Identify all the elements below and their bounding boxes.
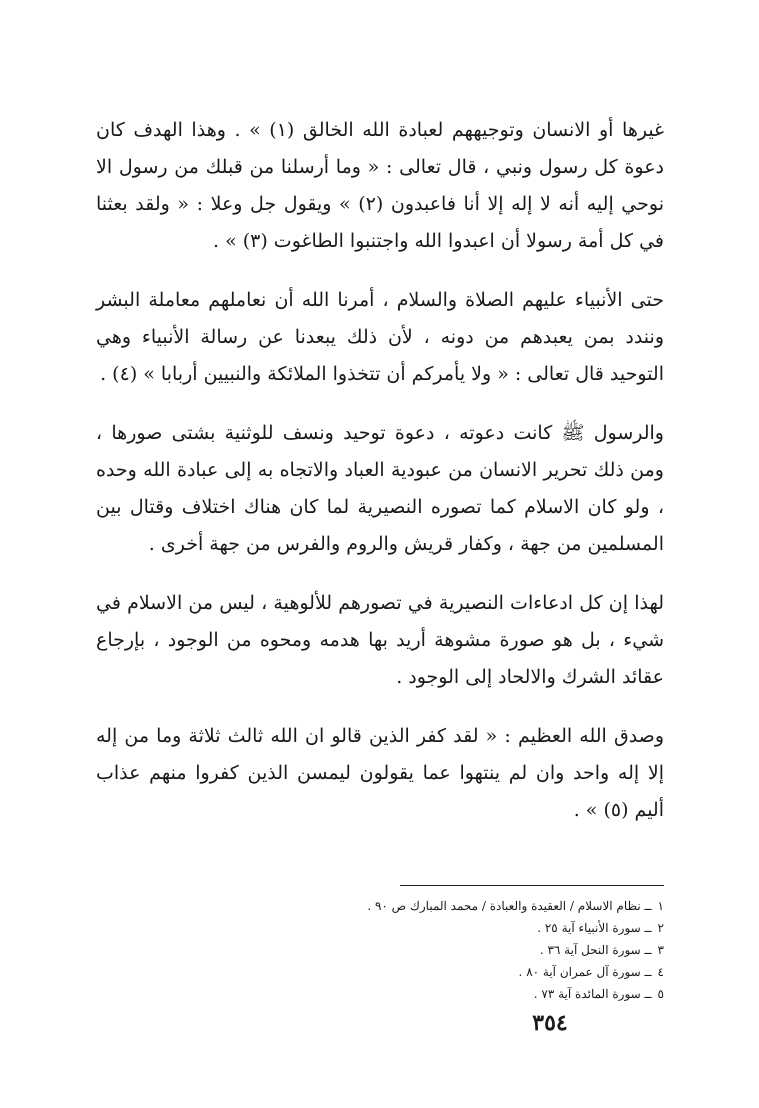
main-text <box>96 112 664 851</box>
footnote-number: ٣ <box>657 943 664 957</box>
footnote-2 <box>96 917 664 939</box>
footnote-text: ــ سورة النحل آية ٣٦ . <box>539 943 652 957</box>
footnote-3 <box>96 939 664 961</box>
footnote-number: ١ <box>657 899 664 913</box>
footnote-1 <box>96 895 664 917</box>
paragraph-1: غيرها أو الانسان وتوجيههم لعبادة الله الخالق (١) » . وهذا الهدف كان دعوة كل رسول ونبي ، قال تعالى : « وما أرسلنا من قبلك من رسول الا نوحي إليه أنه لا إله إلا أنا فاعبدون (٢) » ويقول جل وعلا : « ولقد بعثنا في كل أمة رسولا أن اعبدوا الله واجتنبوا الطاغوت (٣) » . <box>96 119 664 252</box>
footnotes <box>96 895 664 1005</box>
page-number: ٣٥٤ <box>532 1010 568 1036</box>
paragraph-3: والرسول ﷺ كانت دعوته ، دعوة توحيد ونسف للوثنية بشتى صورها ، ومن ذلك تحرير الانسان من عبودية العباد والاتجاه به إلى عبادة الله وحده ، ولو كان الاسلام كما تصوره النصيرية لما كان هناك اختلاف وقتال بين المسلمين من جهة ، وكفار قريش والروم والفرس من جهة أخرى . <box>96 422 664 555</box>
paragraph-4: لهذا إن كل ادعاءات النصيرية في تصورهم للألوهية ، ليس من الاسلام في شيء ، بل هو صورة مشوهة أريد بها هدمه ومحوه من الوجود ، بإرجاع عقائد الشرك والالحاد إلى الوجود . <box>96 592 664 688</box>
paragraph-5: وصدق الله العظيم : « لقد كفر الذين قالو ان الله ثالث ثلاثة وما من إله إلا إله واحد وان لم ينتهوا عما يقولون ليمسن الذين كفروا منهم عذاب أليم (٥) » . <box>96 725 664 821</box>
paragraph-2: حتى الأنبياء عليهم الصلاة والسلام ، أمرنا الله أن نعاملهم معاملة البشر ونندد بمن يعبدهم من دونه ، لأن ذلك يبعدنا عن رسالة الأنبياء وهي التوحيد قال تعالى : « ولا يأمركم أن تتخذوا الملائكة والنبيين أربابا » (٤) . <box>96 289 664 385</box>
footnote-number: ٥ <box>657 987 664 1001</box>
footnote-text: ــ سورة آل عمران آية ٨٠ . <box>518 965 652 979</box>
footnote-text: ــ سورة الأنبياء آية ٢٥ . <box>537 921 652 935</box>
footnote-number: ٤ <box>657 965 664 979</box>
footnote-text: ــ سورة المائدة آية ٧٣ . <box>533 987 652 1001</box>
footnote-5 <box>96 983 664 1005</box>
footnote-number: ٢ <box>657 921 664 935</box>
footnote-divider <box>400 885 664 886</box>
footnote-4 <box>96 961 664 983</box>
footnote-text: ــ نظام الاسلام / العقيدة والعبادة / محمد المبارك ص ٩٠ . <box>367 899 652 913</box>
